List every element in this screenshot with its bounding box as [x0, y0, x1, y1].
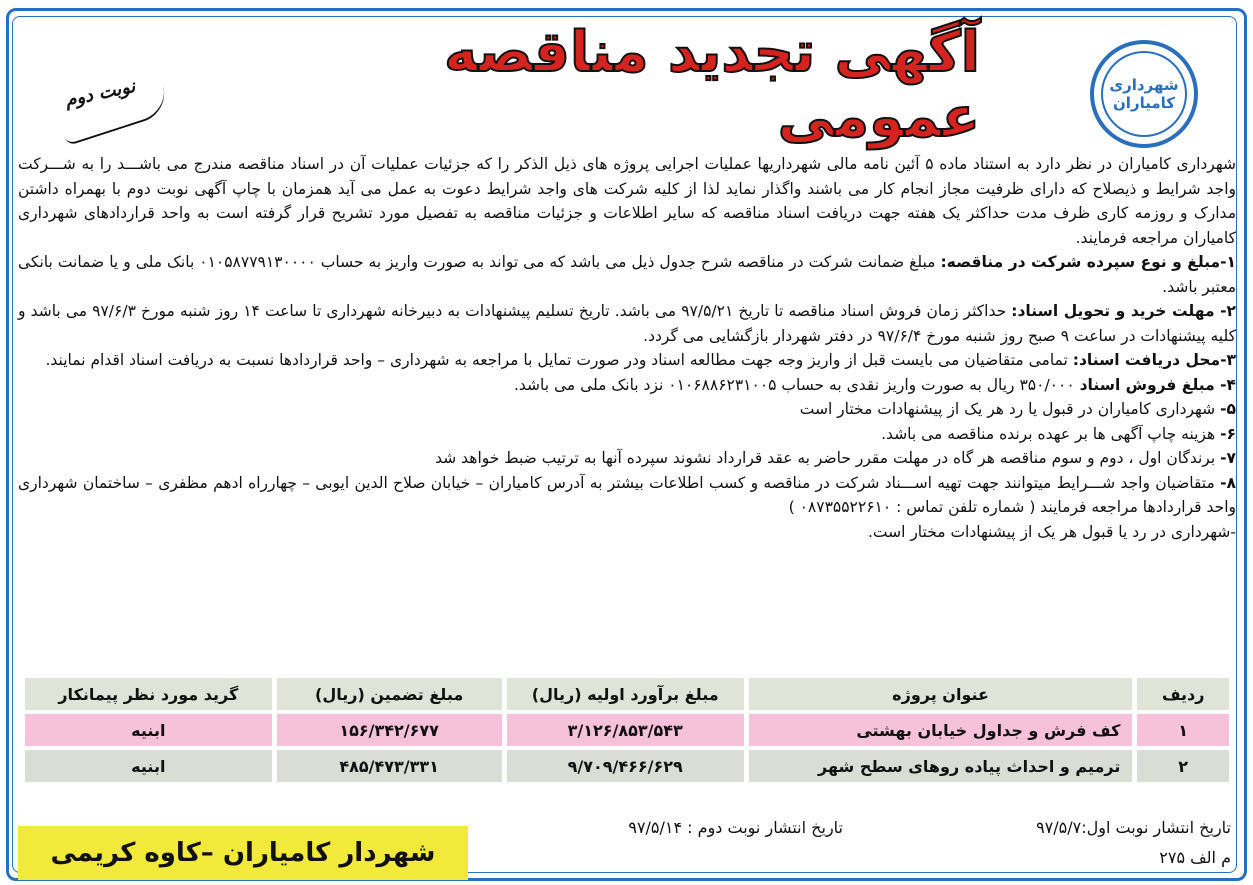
item-8	[18, 471, 1236, 520]
mayor-signature: شهردار کامیاران –کاوه کریمی	[18, 826, 468, 880]
col-header-deposit: مبلغ تضمین (ریال)	[277, 678, 502, 710]
item-6-label: ۶-	[1220, 424, 1236, 443]
item-4-label: ۴- مبلغ فروش اسناد	[1079, 375, 1236, 394]
cell-estimate: ۳/۱۲۶/۸۵۳/۵۴۳	[507, 714, 744, 746]
reference-code: م الف ۲۷۵	[1159, 848, 1231, 867]
item-8-text: متقاضیان واجد شـــرایط میتوانند جهت تهیه اســـناد شرکت در مناقصه و کسب اطلاعات بیشتر به آدرس کامیاران – خیابان صلاح الدین ایوبی – چهارراه ادهم مظفری – ساختمان شهرداری واحد قراردادها مراجعه فرمایند ( شماره تلفن تماس : ۰۸۷۳۵۵۲۲۶۱۰ )	[18, 473, 1236, 516]
item-7-text: برندگان اول ، دوم و سوم مناقصه هر گاه در مهلت مقرر حاضر به عقد قرارداد نشوند سپرده آنها به ترتیب ضبط خواهد شد	[435, 449, 1221, 467]
item-4	[18, 373, 1236, 398]
item-1-label: ۱-مبلغ و نوع سپرده شرکت در مناقصه:	[940, 253, 1236, 271]
table-row	[25, 714, 1229, 746]
item-7	[18, 446, 1236, 471]
item-1-text: مبلغ ضمانت شرکت در مناقصه شرح جدول ذیل می باشد که می تواند به صورت واریز به حساب ۰۱۰۵۸۷۷۹۱۳۰۰۰۰ بانک ملی و یا ضمانت بانکی معتبر باشد.	[18, 253, 1236, 296]
item-6-text: هزینه چاپ آگهی ها بر عهده برنده مناقصه می باشد.	[881, 424, 1221, 443]
item-3	[18, 348, 1236, 373]
notice-body	[18, 152, 1236, 544]
item-5-text: شهرداری کامیاران در قبول یا رد هر یک از پیشنهادات مختار است	[799, 400, 1221, 418]
logo-emblem	[1101, 51, 1187, 137]
cell-deposit: ۴۸۵/۴۷۳/۳۳۱	[277, 750, 502, 782]
cell-title: کف فرش و جداول خیابان بهشتی	[749, 714, 1133, 746]
item-5-label: ۵-	[1220, 400, 1236, 418]
table-header-row	[25, 678, 1229, 710]
item-4-text: ۳۵۰/۰۰۰ ریال به صورت واریز نقدی به حساب ۰۱۰۶۸۸۶۲۳۱۰۰۵ نزد بانک ملی می باشد.	[513, 375, 1080, 394]
item-2	[18, 299, 1236, 348]
item-2-label: ۲- مهلت خرید و تحویل اسناد:	[1011, 302, 1237, 320]
closing-note: -شهرداری در رد یا قبول هر یک از پیشنهادات مختار است.	[867, 522, 1236, 541]
page-title: آگهی تجدید مناقصه عمومی	[444, 20, 980, 150]
cell-estimate: ۹/۷۰۹/۴۶۶/۶۲۹	[507, 750, 744, 782]
col-header-index: ردیف	[1137, 678, 1229, 710]
second-publication-date: تاریخ انتشار نوبت دوم : ۹۷/۵/۱۴	[628, 818, 843, 837]
col-header-title: عنوان پروژه	[749, 678, 1133, 710]
logo-text: شهرداری کامیاران	[1109, 76, 1179, 112]
cell-index: ۲	[1137, 750, 1229, 782]
item-5	[18, 397, 1236, 422]
cell-deposit: ۱۵۶/۳۴۲/۶۷۷	[277, 714, 502, 746]
cell-index: ۱	[1137, 714, 1229, 746]
col-header-grade: گرید مورد نظر پیمانکار	[25, 678, 272, 710]
item-6	[18, 422, 1236, 447]
cell-title: ترمیم و احداث پیاده روهای سطح شهر	[749, 750, 1133, 782]
cell-grade: ابنیه	[25, 750, 272, 782]
projects-table	[20, 674, 1234, 786]
item-8-label: ۸-	[1220, 473, 1236, 492]
table-row	[25, 750, 1229, 782]
item-3-text: تمامی متقاضیان می بایست قبل از واریز وجه جهت مطالعه اسناد ودر صورت تمایل با مراجعه به شهرداری – واحد قراردادها نسبت به دریافت اسناد اقدام نمایند.	[45, 351, 1073, 369]
municipality-logo	[1090, 40, 1198, 148]
intro-paragraph: شهرداری کامیاران در نظر دارد به استناد ماده ۵ آئین نامه مالی شهرداریها عملیات اجرایی پروژه های ذیل الذکر را که جزئیات عملیات آن در اسناد مناقصه مندرج می باشـــد را به شـــرکت واجد شرایط و ذیصلاح که دارای ظرفیت مجاز انجام کار می باشند واگذار نماید لذا از کلیه شرکت های واجد شرایط دعوت به عمل می آید همزمان با چاپ آگهی نوبت دوم با بهمراه داشتن مدارک و روزمه کاری ظرف مدت حداکثر یک هفته جهت دریافت اسناد مناقصه که سایر اطلاعات و جزئیات مناقصه به تفصیل مورد تشریح قرار گرفته است به واحد قراردادهای شهرداری کامیاران مراجعه فرمایند.	[18, 155, 1236, 247]
item-2-text: حداکثر زمان فروش اسناد مناقصه تا تاریخ ۹۷/۵/۲۱ می باشد. تاریخ تسلیم پیشنهادات به دبیرخانه شهرداری تا ساعت ۱۴ روز شنبه مورخ ۹۷/۶/۳ می باشد و کلیه پیشنهادات در ساعت ۹ صبح روز شنبه مورخ ۹۷/۶/۴ در دفتر شهردار بازگشایی می گردد.	[18, 302, 1236, 345]
item-7-label: ۷-	[1220, 449, 1236, 467]
cell-grade: ابنیه	[25, 714, 272, 746]
col-header-estimate: مبلغ برآورد اولیه (ریال)	[507, 678, 744, 710]
item-3-label: ۳-محل دریافت اسناد:	[1072, 351, 1236, 369]
round-label: نوبت دوم	[63, 75, 137, 111]
item-1	[18, 250, 1236, 299]
first-publication-date: تاریخ انتشار نوبت اول:۹۷/۵/۷	[1036, 818, 1231, 837]
